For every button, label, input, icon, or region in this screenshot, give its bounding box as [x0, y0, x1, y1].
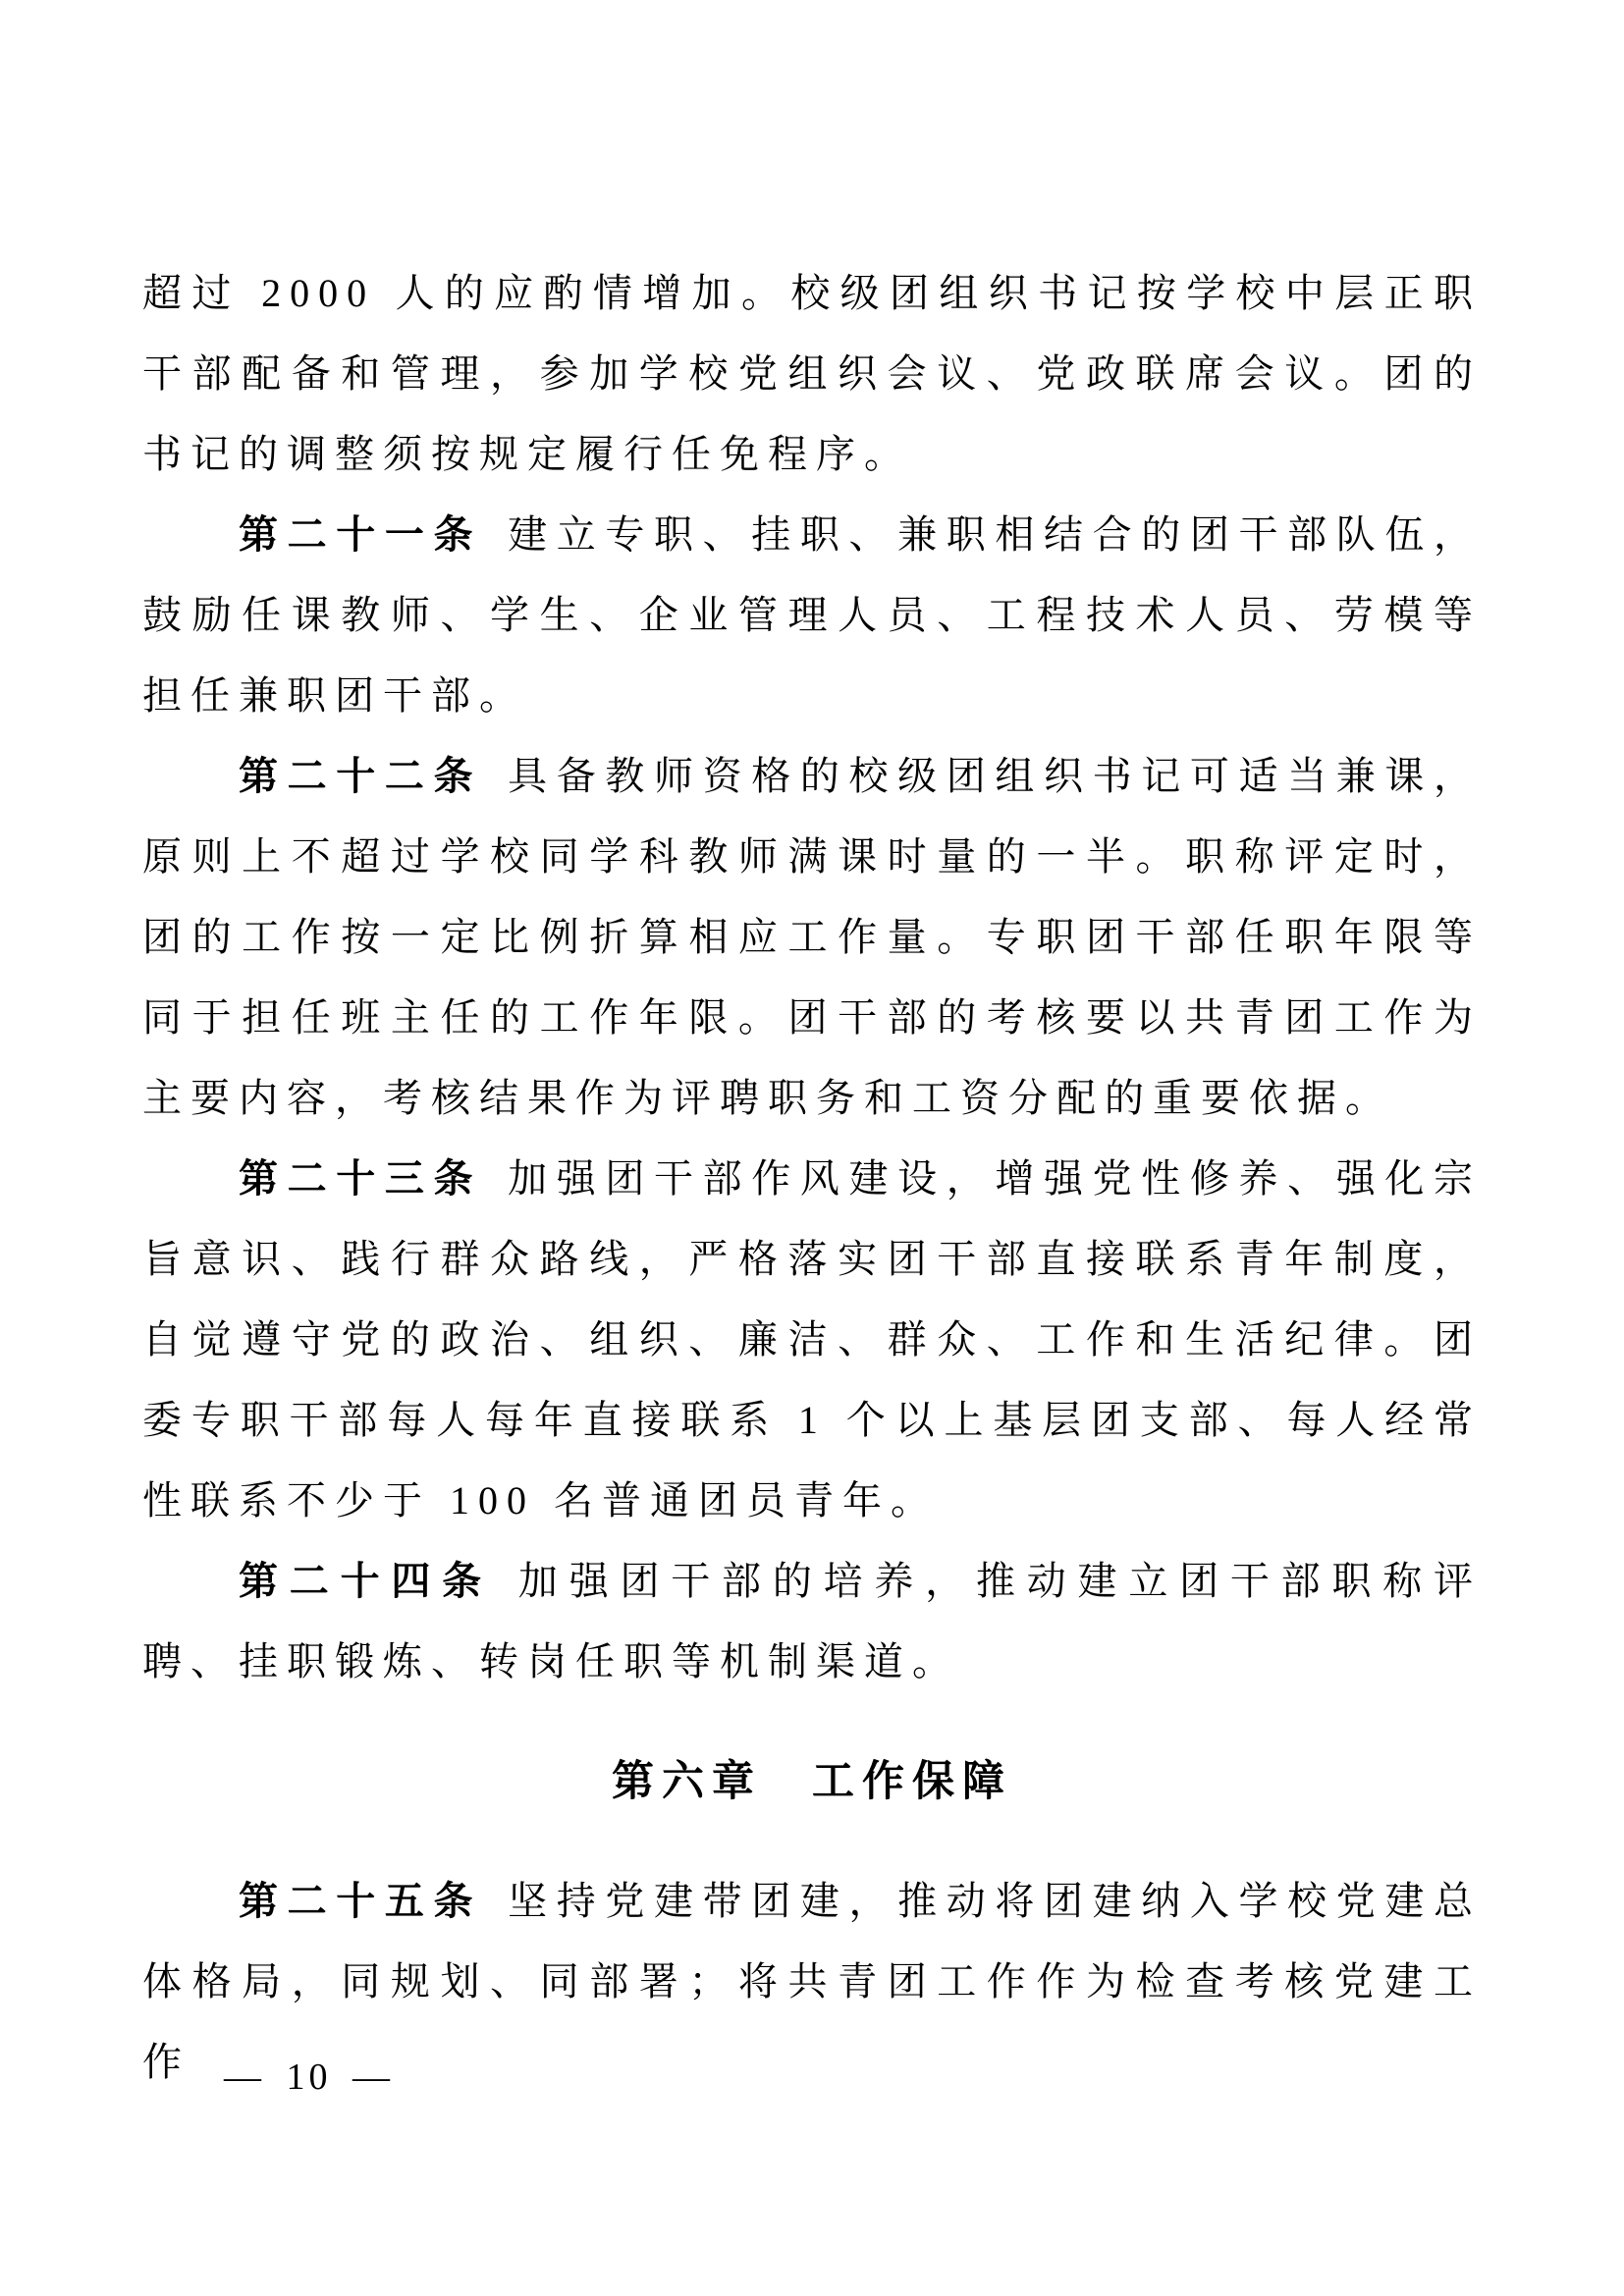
article-paragraph — [142, 736, 1482, 1139]
body-paragraph — [142, 253, 1482, 495]
article-paragraph — [142, 1541, 1482, 1702]
page-number: — 10 — — [224, 2056, 394, 2098]
article-number-label: 第二十四条 — [239, 1560, 493, 1603]
paragraph-text: 坚持党建带团建，推动将团建纳入学校党建总体格局，同规划、同部署；将共青团工作作为检查考核党建工作 — [142, 1879, 1482, 2084]
article-number-label: 第二十一条 — [239, 513, 483, 557]
document-body — [142, 253, 1482, 2103]
paragraph-text: 具备教师资格的校级团组织书记可适当兼课，原则上不超过学校同学科教师满课时量的一半。职称评定时，团的工作按一定比例折算相应工作量。专职团干部任职年限等同于担任班主任的工作年限。团干部的考核要以共青团工作为主要内容，考核结果作为评聘职务和工资分配的重要依据。 — [142, 754, 1482, 1120]
article-number-label: 第二十五条 — [239, 1880, 483, 1923]
article-paragraph — [142, 1139, 1482, 1541]
paragraph-text: 加强团干部作风建设，增强党性修养、强化宗旨意识、践行群众路线，严格落实团干部直接联系青年制度，自觉遵守党的政治、组织、廉洁、群众、工作和生活纪律。团委专职干部每人每年直接联系 1 个以上基层团支部、每人经常性联系不少于 100 名普通团员青年。 — [142, 1156, 1482, 1522]
article-number-label: 第二十三条 — [239, 1157, 483, 1201]
article-paragraph — [142, 495, 1482, 736]
chapter-heading: 第六章 工作保障 — [612, 1758, 1012, 1805]
paragraph-text: 建立专职、挂职、兼职相结合的团干部队伍，鼓励任课教师、学生、企业管理人员、工程技术人员、劳模等担任兼职团干部。 — [142, 512, 1482, 718]
article-number-label: 第二十二条 — [239, 755, 483, 798]
paragraph-text: 超过 2000 人的应酌情增加。校级团组织书记按学校中层正职干部配备和管理，参加学校党组织会议、党政联席会议。团的书记的调整须按规定履行任免程序。 — [142, 271, 1482, 476]
paragraph-text: 加强团干部的培养，推动建立团干部职称评聘、挂职锻炼、转岗任职等机制渠道。 — [142, 1559, 1483, 1683]
